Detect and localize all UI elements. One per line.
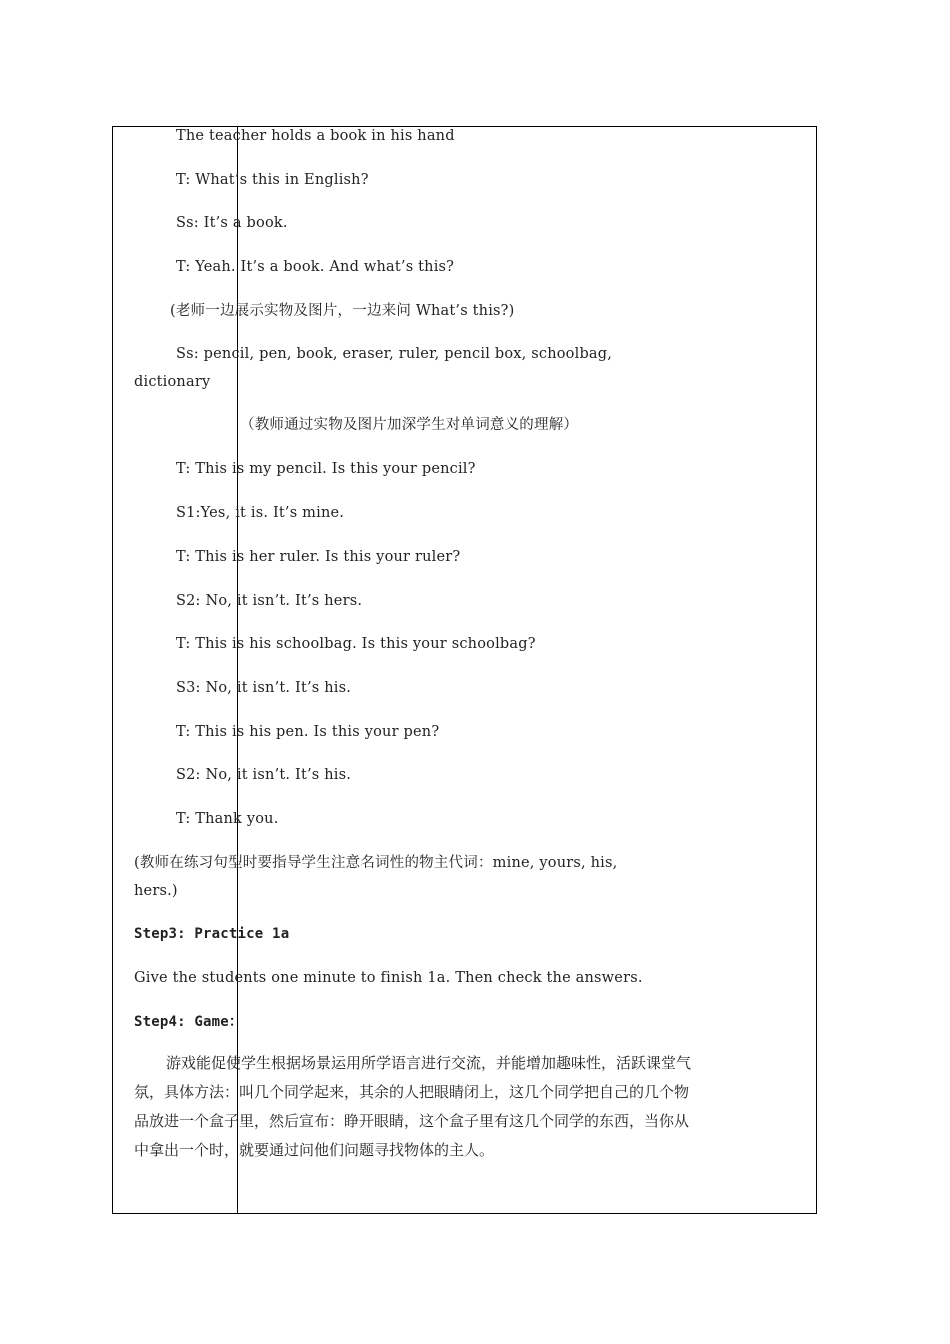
text-line: (教师在练习句型时要指导学生注意名词性的物主代词：mine, yours, his, [134, 855, 618, 871]
text-line: Ss: It’s a book. [176, 215, 288, 231]
step3-text: Give the students one minute to finish 1a. Then check the answers. [134, 970, 643, 986]
text-line: T: What’s this in English? [176, 172, 369, 188]
text-line: T: Thank you. [176, 811, 279, 827]
text-line: The teacher holds a book in his hand [176, 128, 455, 144]
text-line: S1:Yes, it is. It’s mine. [176, 505, 345, 521]
step4-paragraph: 游戏能促使学生根据场景运用所学语言进行交流，并能增加趣味性，活跃课堂气氛，具体方法：叫几个同学起来，其余的人把眼睛闭上，这几个同学把自己的几个物品放进一个盒子里，然后宣布：睁开眼睛，这个盒子里有这几个同学的东西，当你从中拿出一个时，就要通过问他们问题寻找物体的主人。 [134, 1054, 692, 1159]
step4-heading: Step4: Game： [134, 1014, 244, 1030]
text-line: T: This is his schoolbag. Is this your schoolbag? [176, 636, 536, 652]
text-line: hers.) [134, 883, 178, 899]
text-line: T: This is my pencil. Is this your pencil? [176, 461, 476, 477]
text-line: T: This is her ruler. Is this your ruler? [176, 549, 461, 565]
text-line: Ss: pencil, pen, book, eraser, ruler, pencil box, schoolbag, [176, 346, 613, 362]
step3-heading: Step3: Practice 1a [134, 926, 290, 942]
text-line: T: This is his pen. Is this your pen? [176, 724, 440, 740]
text-line: S2: No, it isn’t. It’s his. [176, 767, 352, 783]
text-line: (老师一边展示实物及图片，一边来问 What’s this?) [170, 303, 515, 319]
text-line: T: Yeah. It’s a book. And what’s this? [176, 259, 455, 275]
text-line: S3: No, it isn’t. It’s his. [176, 680, 352, 696]
text-line: dictionary [134, 374, 211, 390]
text-line: （教师通过实物及图片加深学生对单词意义的理解） [240, 417, 579, 433]
text-line: S2: No, it isn’t. It’s hers. [176, 593, 363, 609]
